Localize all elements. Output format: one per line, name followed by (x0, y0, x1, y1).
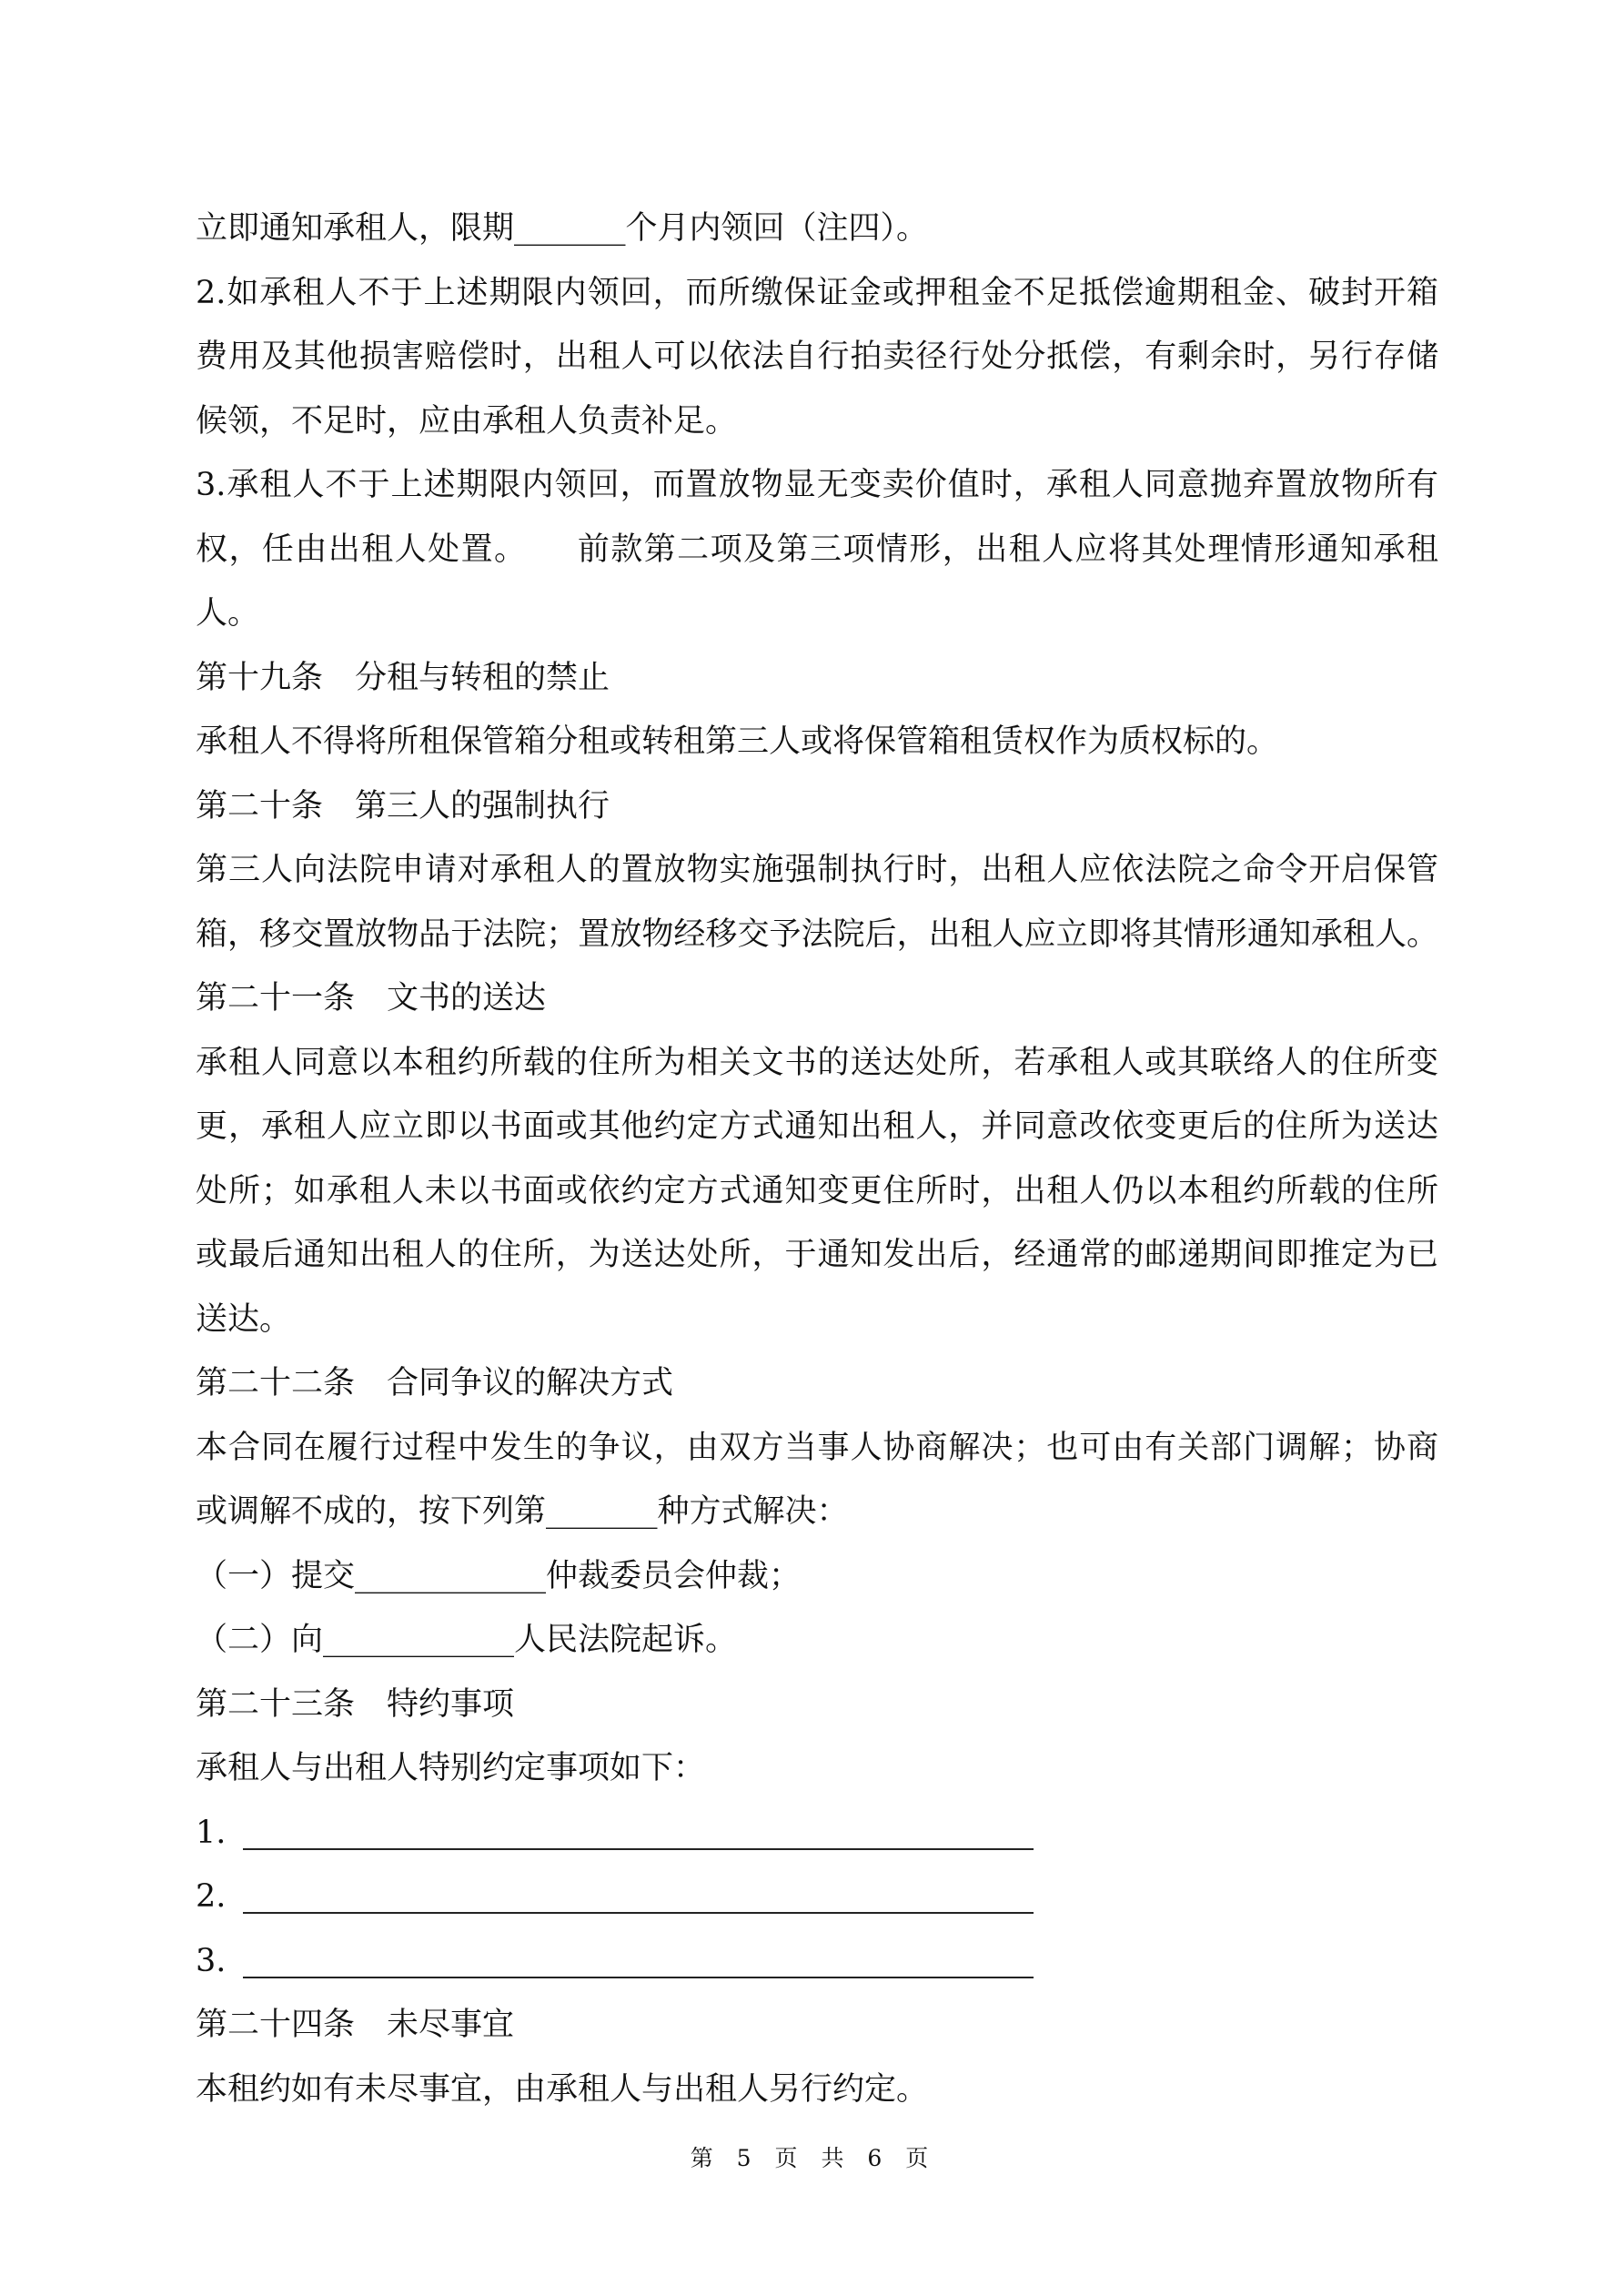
text-line: 3.承租人不于上述期限内领回，而置放物显无变卖价值时，承租人同意抛弃置放物所有 (196, 467, 1438, 503)
text-line: 箱，移交置放物品于法院；置放物经移交予法院后，出租人应立即将其情形通知承租人。 (196, 915, 1438, 953)
text-line: 或最后通知出租人的住所，为送达处所，于通知发出后，经通常的邮递期间即推定为已 (196, 1237, 1438, 1273)
article-heading: 第二十一条 文书的送达 (196, 980, 547, 1017)
text-line: 第三人向法院申请对承租人的置放物实施强制执行时，出租人应依法院之命令开启保管 (196, 852, 1438, 888)
text-line: 本租约如有未尽事宜，由承租人与出租人另行约定。 (196, 2070, 929, 2108)
text-line: 本合同在履行过程中发生的争议，由双方当事人协商解决；也可由有关部门调解；协商 (196, 1429, 1438, 1466)
special-term-blank-line (196, 1865, 1438, 1929)
fill-in-blank (243, 1816, 1034, 1850)
article-heading: 第十九条 分租与转租的禁止 (196, 659, 610, 696)
text-line: 更，承租人应立即以书面或其他约定方式通知出租人，并同意改依变更后的住所为送达 (196, 1108, 1438, 1145)
text-line: 承租人与出租人特别约定事项如下： (196, 1750, 706, 1786)
special-term-blank-line (196, 1801, 1438, 1866)
text-line: 处所；如承租人未以书面或依约定方式通知变更住所时，出租人仍以本租约所载的住所 (196, 1172, 1438, 1209)
document-body (196, 197, 1438, 2121)
text-line: 或调解不成的，按下列第_______种方式解决： (196, 1493, 849, 1530)
article-heading: 第二十四条 未尽事宜 (196, 2007, 515, 2043)
text-line: 立即通知承租人，限期_______个月内领回（注四）。 (196, 210, 929, 247)
text-line: 人。 (196, 595, 260, 632)
fill-in-blank (243, 1944, 1034, 1978)
text-line: （二）向____________人民法院起诉。 (196, 1622, 738, 1658)
fill-in-blank (243, 1879, 1034, 1914)
text-line: 承租人同意以本租约所载的住所为相关文书的送达处所，若承租人或其联络人的住所变 (196, 1044, 1438, 1081)
text-line: （一）提交____________仲裁委员会仲裁； (196, 1557, 802, 1594)
text-line: 2.如承租人不于上述期限内领回，而所缴保证金或押租金不足抵偿逾期租金、破封开箱 (196, 274, 1438, 311)
text-line: 送达。 (196, 1300, 292, 1338)
item-number: 3. (196, 1942, 227, 1979)
item-number: 1. (196, 1814, 227, 1851)
text-line: 权，任由出租人处置。 前款第二项及第三项情形，出租人应将其处理情形通知承租 (196, 531, 1438, 568)
page-number-footer: 第 5 页 共 6 页 (690, 2145, 934, 2171)
article-heading: 第二十条 第三人的强制执行 (196, 787, 610, 824)
text-line: 承租人不得将所租保管箱分租或转租第三人或将保管箱租赁权作为质权标的。 (196, 723, 1279, 760)
text-line: 候领，不足时，应由承租人负责补足。 (196, 402, 738, 440)
text-line: 费用及其他损害赔偿时，出租人可以依法自行拍卖径行处分抵偿，有剩余时，另行存储 (196, 339, 1438, 375)
special-term-blank-line (196, 1929, 1438, 1994)
article-heading: 第二十三条 特约事项 (196, 1685, 515, 1723)
article-heading: 第二十二条 合同争议的解决方式 (196, 1365, 674, 1401)
item-number: 2. (196, 1878, 227, 1915)
